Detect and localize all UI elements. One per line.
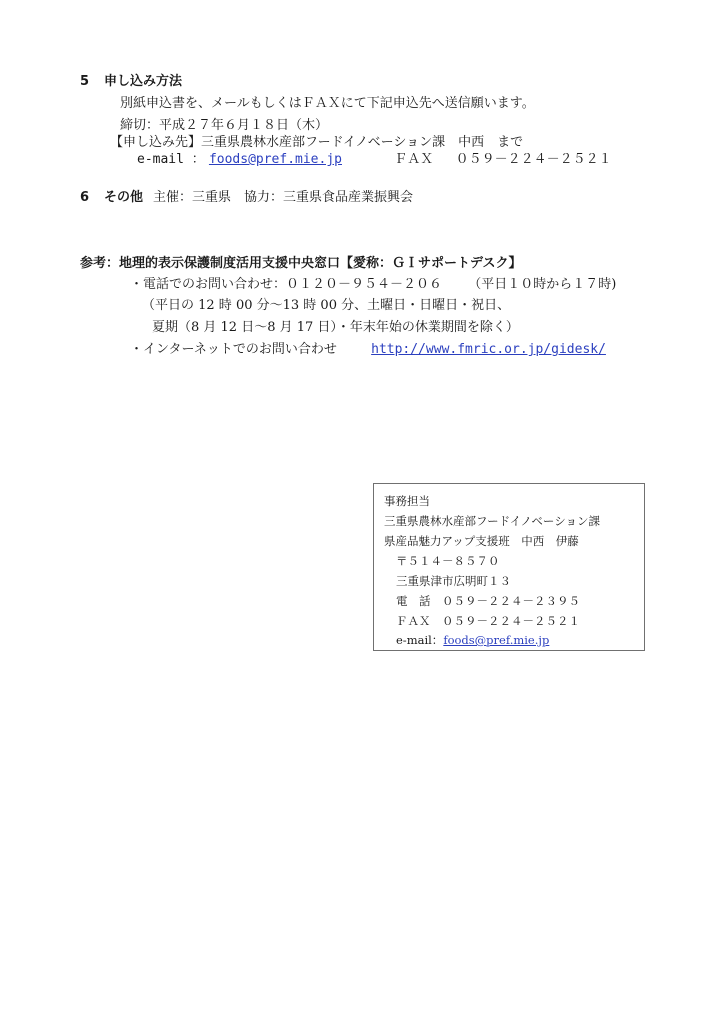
reference-internet-line <box>130 342 606 358</box>
section5-deadline: 締切：平成２７年６月１８日（木） <box>120 118 329 133</box>
contact-email-label: e-mail： <box>396 633 444 647</box>
contact-fax: ＦＡＸ ０５９－２２４－２５２１ <box>396 614 580 628</box>
gidesk-url-link[interactable]: http://www.fmric.or.jp/gidesk/ <box>371 342 606 357</box>
section5-title: 申し込み方法 <box>104 74 183 89</box>
reference-phone-line <box>130 277 616 293</box>
contact-box <box>373 483 645 651</box>
contact-email-link[interactable]: foods@pref.mie.jp <box>443 633 550 647</box>
section5-contact-line <box>137 152 612 168</box>
contact-address: 三重県津市広明町１３ <box>396 574 511 588</box>
reference-title: 参考：地理的表示保護制度活用支援中央窓口【愛称：ＧＩサポートデスク】 <box>80 256 522 271</box>
section6-line <box>80 190 413 206</box>
contact-department: 三重県農林水産部フードイノベーション課 <box>384 514 600 528</box>
phone-hours: （平日１０時から１７時) <box>468 277 617 292</box>
section5-instruction: 別紙申込書を、メールもしくはＦＡＸにて下記申込先へ送信願います。 <box>120 96 535 111</box>
section6-title: その他 <box>104 190 144 205</box>
internet-text: ・インターネットでのお問い合わせ <box>130 342 337 357</box>
contact-postal: 〒５１４－８５７０ <box>396 554 500 568</box>
section5-heading <box>80 74 182 90</box>
phone-text: ・電話でのお問い合わせ：０１２０－９５４－２０６ <box>130 277 443 292</box>
fax-label: ＦＡＸ <box>394 152 434 167</box>
contact-heading: 事務担当 <box>384 494 430 508</box>
contact-phone: 電 話 ０５９－２２４－２３９５ <box>396 594 580 608</box>
email-link[interactable]: foods@pref.mie.jp <box>208 152 342 167</box>
section6-text: 主催：三重県 協力：三重県食品産業振興会 <box>153 190 414 205</box>
contact-team: 県産品魅力アップ支援班 中西 伊藤 <box>384 534 579 548</box>
fax-number: ０５９－２２４－２５２１ <box>455 152 612 167</box>
section5-destination: 【申し込み先】三重県農林水産部フードイノベーション課 中西 まで <box>110 135 524 150</box>
section5-number: 5 <box>80 74 90 89</box>
section6-number: 6 <box>80 190 90 205</box>
reference-exclusion-1: （平日の 12 時 00 分～13 時 00 分、土曜日・日曜日・祝日、 <box>142 298 511 313</box>
reference-exclusion-2: 夏期（8 月 12 日～8 月 17 日）・年末年始の休業期間を除く） <box>152 320 519 335</box>
contact-email-line <box>396 633 549 647</box>
email-label: e-mail ： <box>137 152 205 167</box>
